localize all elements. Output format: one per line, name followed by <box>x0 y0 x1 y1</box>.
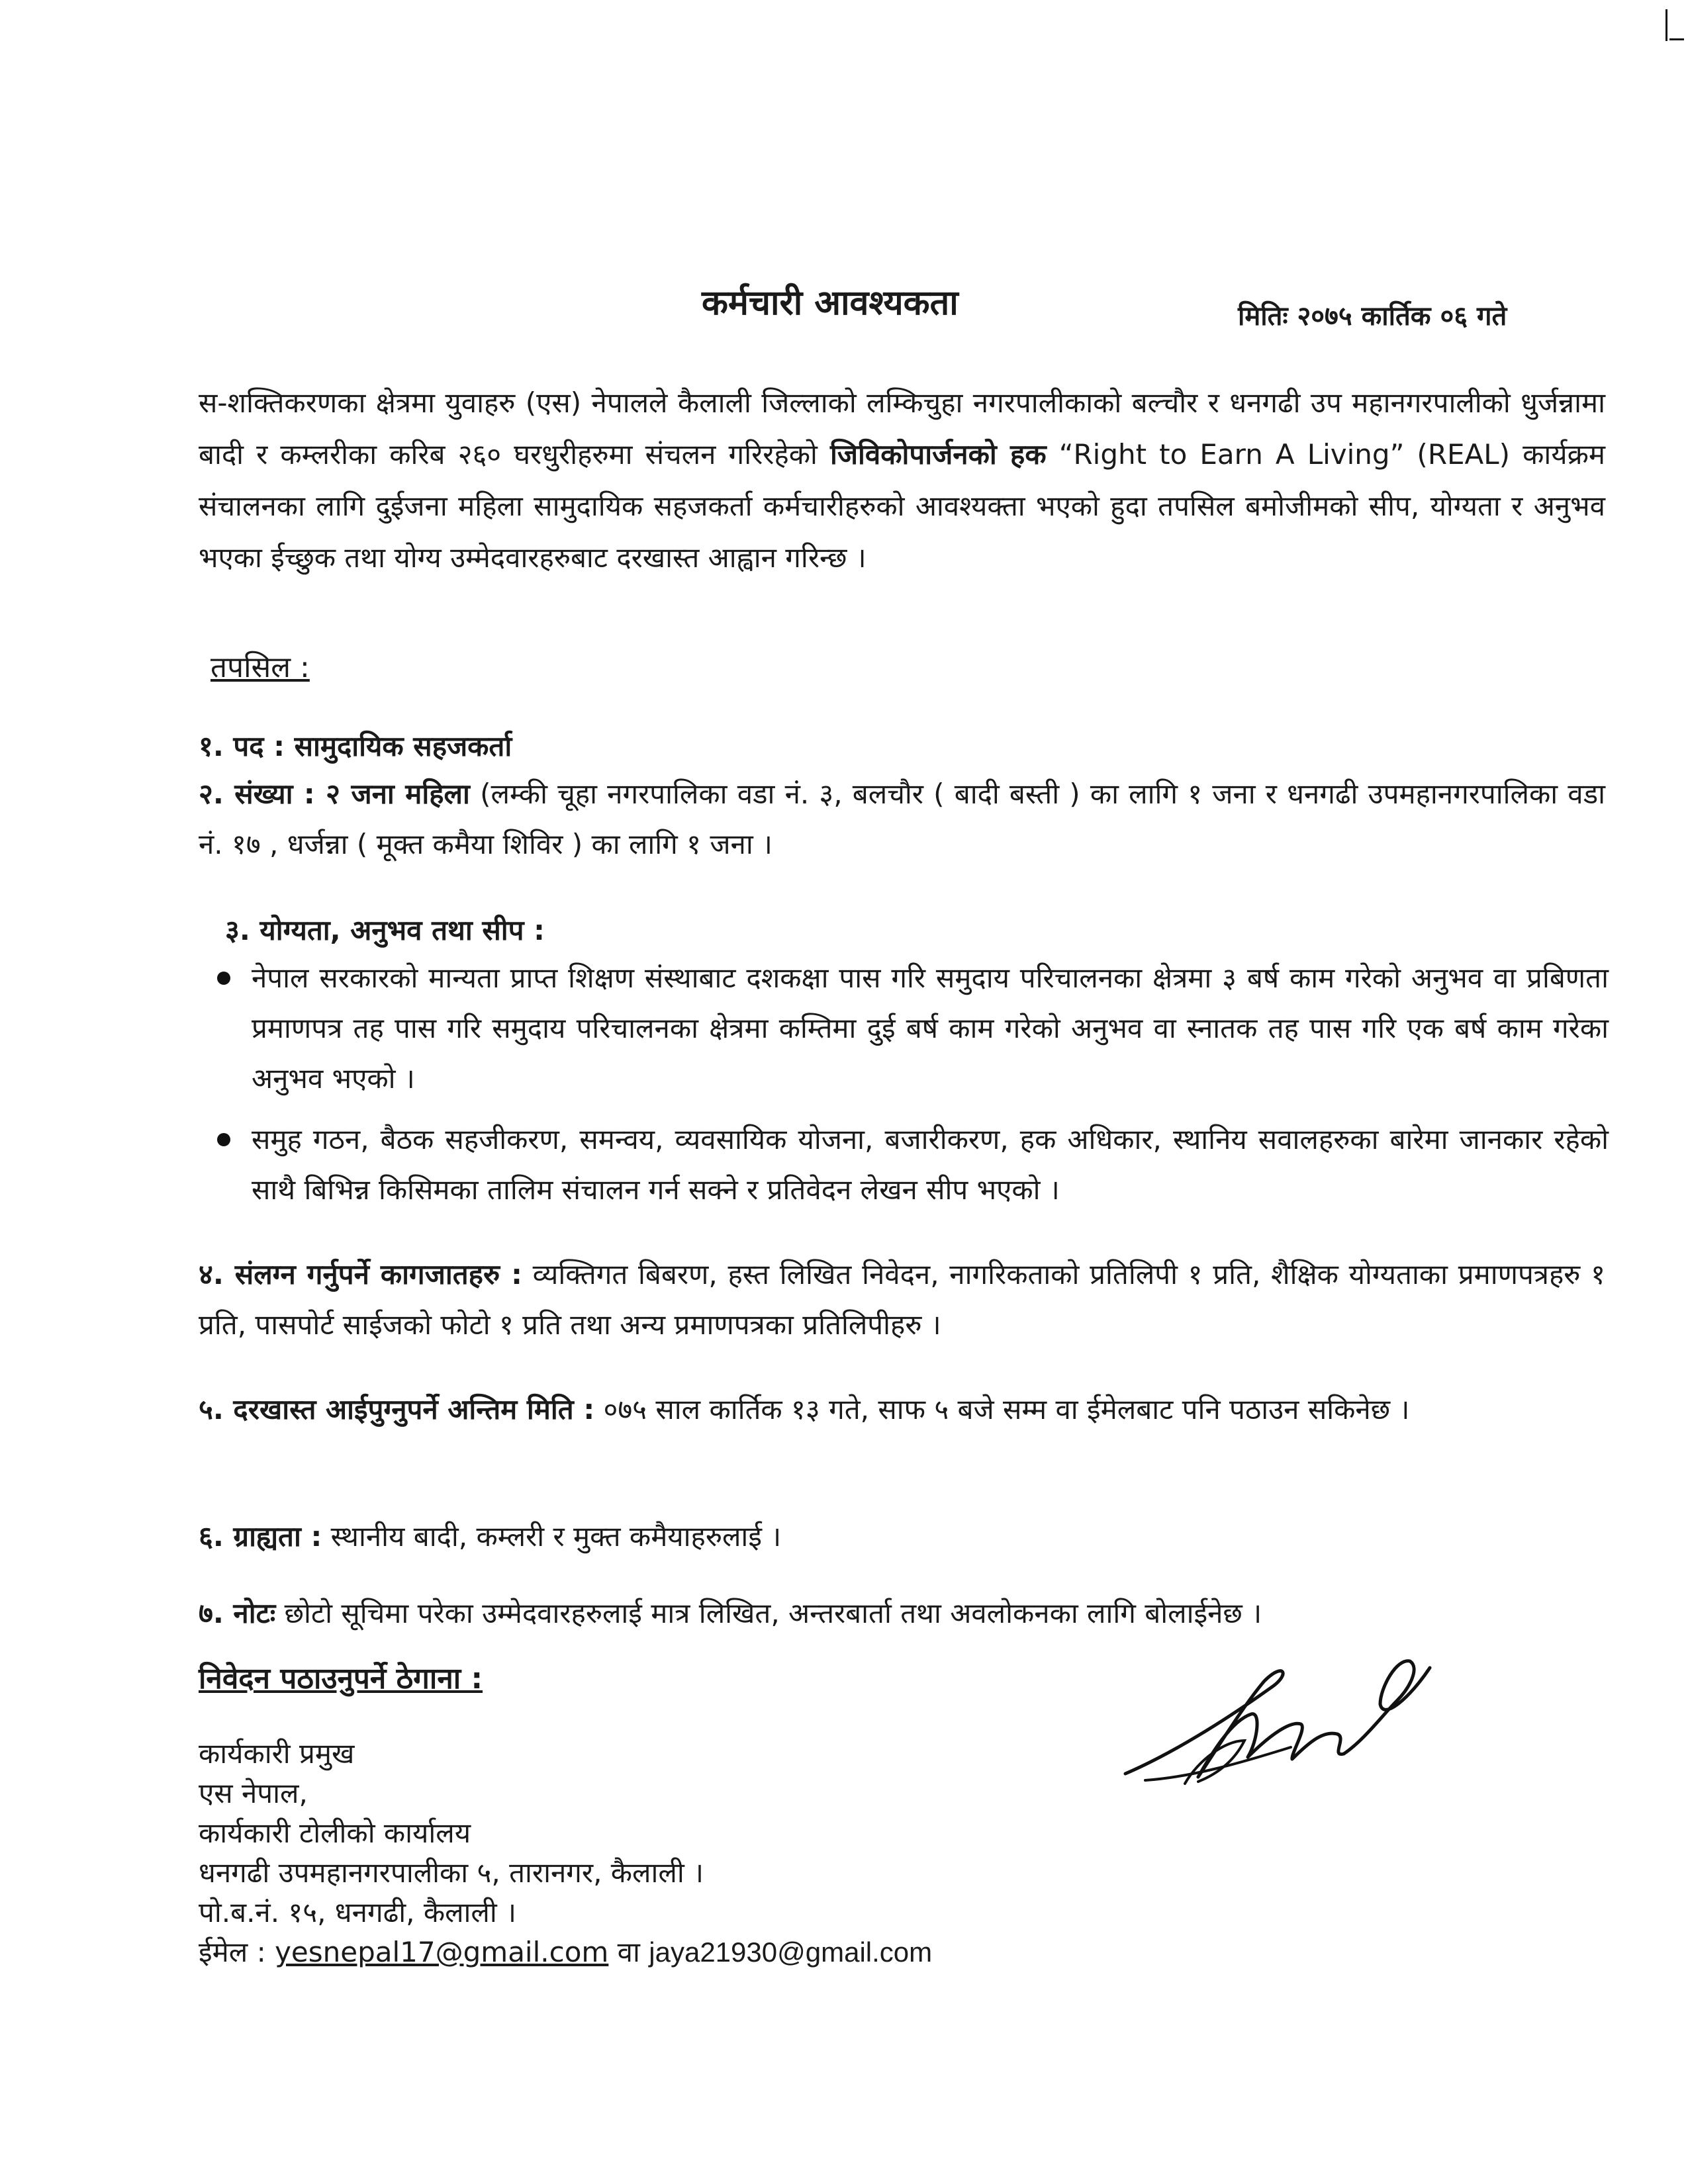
document-date: मितिः २०७५ कार्तिक ०६ गते <box>1238 301 1507 332</box>
qualification-text: नेपाल सरकारको मान्यता प्राप्त शिक्षण संस्थाबाट दशकक्षा पास गरि समुदाय परिचालनका क्षेत्रमा ३ बर्ष काम गरेको अनुभव वा प्रबिणता प्रमाणपत्र तह पास गरि समुदाय परिचालनका क्षेत्रमा कम्तिमा दुई बर्ष काम गरेको अनुभव वा स्नातक तह पास गरि एक बर्ष काम गरेका अनुभव भएको । <box>252 962 1609 1095</box>
priority-text: स्थानीय बादी, कम्लरी र मुक्त कमैयाहरुलाई । <box>322 1520 782 1553</box>
intro-program-name: जिविकोपार्जनको हक <box>829 438 1047 471</box>
list-item <box>212 1115 1609 1215</box>
note-text: छोटो सूचिमा परेका उम्मेदवारहरुलाई मात्र लिखित, अन्तरबार्ता तथा अवलोकनका लागि बोलाईनेछ । <box>275 1597 1262 1629</box>
bullet-icon <box>217 972 230 985</box>
priority-label: ६. ग्राह्यता : <box>199 1520 322 1553</box>
email-line <box>199 1933 932 1972</box>
quantity-text: (लम्की चूहा नगरपालिका वडा नं. ३, बलचौर ( बादी बस्ती ) का लागि १ जना र धनगढी उपमहानगरपालिका वडा नं. १७ , धर्जन्ना ( मूक्त कमैया शिविर ) का लागि १ जना । <box>199 778 1606 860</box>
address-line: कार्यकारी प्रमुख <box>199 1737 355 1770</box>
page-title: कर्मचारी आवश्यकता <box>702 283 959 323</box>
address-heading: निवेदन पठाउनुपर्ने ठेगाना : <box>199 1662 483 1696</box>
scan-mark <box>1669 38 1684 40</box>
note-label: ७. नोटः <box>199 1597 276 1629</box>
details-heading: तपसिल : <box>211 651 310 684</box>
intro-text-2: “Right to Earn A Living” (REAL) कार्यक्रम संचालनका लागि दुईजना महिला सामुदायिक सहजकर्ता कर्मचारीहरुको आवश्यक्ता भएको हुदा तपसिल बमोजीमको सीप, योग्यता र अनुभव भएका ईच्छुक तथा योग्य उम्मेदवारहरुबाट दरखास्त आह्वान गरिन्छ । <box>199 438 1606 574</box>
skills-text: समुह गठन, बैठक सहजीकरण, समन्वय, व्यवसायिक योजना, बजारीकरण, हक अधिकार, स्थानिय सवालहरुका बारेमा जानकार रहेको साथै बिभिन्न किसिमका तालिम संचालन गर्न सक्ने र प्रतिवेदन लेखन सीप भएको । <box>252 1123 1609 1206</box>
bullet-icon <box>217 1133 230 1146</box>
scan-mark <box>1665 9 1667 41</box>
email-label: ईमेल : <box>199 1936 275 1968</box>
documents-label: ४. संलग्न गर्नुपर्ने कागजातहरु : <box>199 1258 522 1291</box>
quantity-label: २. संख्या : २ जना महिला <box>199 778 470 810</box>
priority-item <box>199 1512 781 1562</box>
qualification-heading: ३. योग्यता, अनुभव तथा सीप : <box>225 914 545 946</box>
address-line: पो.ब.नं. १५, धनगढी, कैलाली । <box>199 1896 517 1929</box>
address-block <box>199 1734 932 1972</box>
email-link-secondary[interactable]: jaya21930@gmail.com <box>649 1936 933 1968</box>
email-separator: वा <box>608 1936 649 1968</box>
email-link-primary[interactable]: yesnepal17@gmail.com <box>275 1936 609 1968</box>
intro-paragraph <box>199 377 1605 584</box>
position-item: १. पद : सामुदायिक सहजकर्ता <box>199 730 512 762</box>
documents-item <box>199 1250 1605 1350</box>
list-item <box>212 953 1609 1104</box>
address-line: कार्यकारी टोलीको कार्यालय <box>199 1817 471 1849</box>
intro-text-1: स-शक्तिकरणका क्षेत्रमा युवाहरु (एस) नेपालले कैलाली जिल्लाको लम्किचुहा नगरपालीकाको बल्चौर र धनगढी उप महानगरपालीको धुर्जन्नामा बादी र कम्लरीका करिब २६० घरधुरीहरुमा संचलन गरिरहेको <box>199 387 1605 471</box>
documents-text: व्यक्तिगत बिबरण, हस्त लिखित निवेदन, नागरिकताको प्रतिलिपी १ प्रति, शैक्षिक योग्यताका प्रमाणपत्रहरु १ प्रति, पासपोर्ट साईजको फोटो १ प्रति तथा अन्य प्रमाणपत्रका प्रतिलिपीहरु । <box>199 1258 1605 1341</box>
address-line: धनगढी उपमहानगरपालीका ५, तारानगर, कैलाली । <box>199 1856 704 1889</box>
note-item <box>199 1588 1262 1639</box>
deadline-label: ५. दरखास्त आईपुग्नुपर्ने अन्तिम मिति : <box>199 1393 595 1426</box>
signature <box>1119 1641 1436 1800</box>
quantity-item <box>199 769 1605 870</box>
deadline-text: ०७५ साल कार्तिक १३ गते, साफ ५ बजे सम्म वा ईमेलबाट पनि पठाउन सकिनेछ । <box>594 1393 1410 1426</box>
deadline-item <box>199 1385 1605 1435</box>
qualification-list <box>212 953 1609 1226</box>
address-line: एस नेपाल, <box>199 1777 308 1809</box>
